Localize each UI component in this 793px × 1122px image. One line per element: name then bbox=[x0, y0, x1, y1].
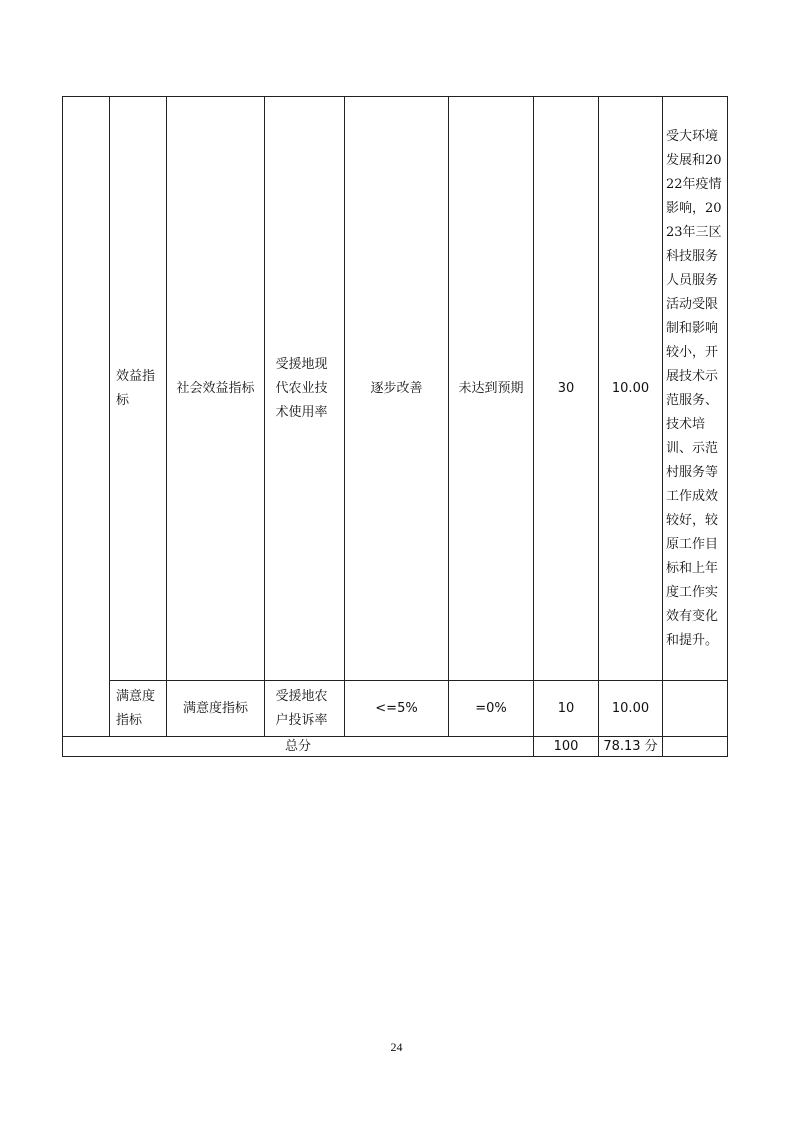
total-note-cell bbox=[663, 737, 728, 757]
deviation-note-cell: 受大环境发展和2022年疫情影响，2023年三区科技服务人员服务活动受限制和影响较小，开展技术示范服务、技术培训、示范村服务等工作成效较好，较原工作目标和上年度工作实效有变化和提升。 bbox=[663, 97, 728, 681]
page-number: 24 bbox=[390, 1040, 403, 1054]
target-value-cell: 逐步改善 bbox=[345, 97, 449, 681]
weight-cell: 30 bbox=[534, 97, 599, 681]
level3-indicator-cell: 满意度指标 bbox=[167, 681, 265, 737]
benefit-indicator-row bbox=[63, 97, 728, 681]
level3-indicator-cell: 社会效益指标 bbox=[167, 97, 265, 681]
total-label-cell: 总分 bbox=[63, 737, 534, 757]
indicator-name-cell: 受援地现代农业技术使用率 bbox=[265, 97, 345, 681]
level1-indicator-cell bbox=[63, 97, 110, 737]
level2-indicator-cell: 效益指标 bbox=[110, 97, 167, 681]
total-weight-cell: 100 bbox=[534, 737, 599, 757]
weight-cell: 10 bbox=[534, 681, 599, 737]
total-row bbox=[63, 737, 728, 757]
actual-value-cell: 未达到预期 bbox=[449, 97, 534, 681]
satisfaction-indicator-row bbox=[63, 681, 728, 737]
performance-table bbox=[62, 96, 728, 757]
deviation-note-cell bbox=[663, 681, 728, 737]
level2-indicator-cell: 满意度指标 bbox=[110, 681, 167, 737]
score-cell: 10.00 bbox=[599, 681, 663, 737]
indicator-name-cell: 受援地农户投诉率 bbox=[265, 681, 345, 737]
score-cell: 10.00 bbox=[599, 97, 663, 681]
total-score-cell: 78.13 分 bbox=[599, 737, 663, 757]
actual-value-cell: =0% bbox=[449, 681, 534, 737]
target-value-cell: <=5% bbox=[345, 681, 449, 737]
